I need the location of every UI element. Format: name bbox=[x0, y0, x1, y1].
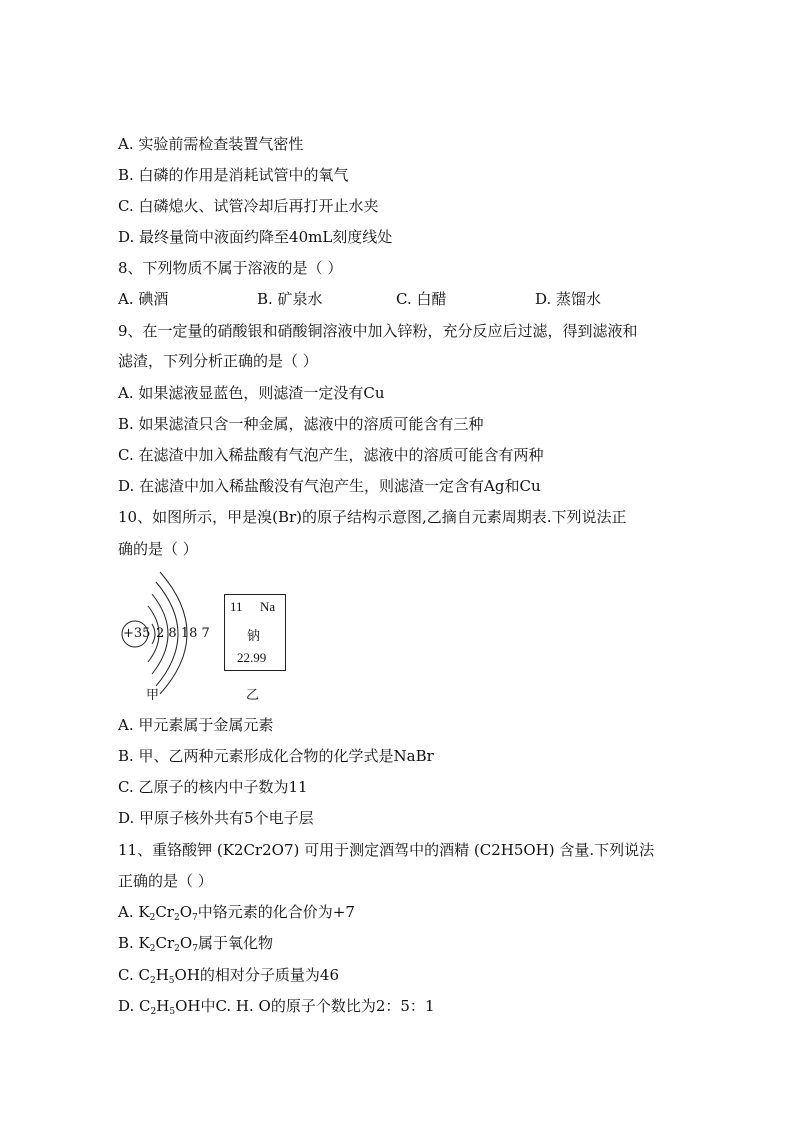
option-text: OH的相对分子质量为46 bbox=[174, 966, 339, 984]
formula-part: C. C bbox=[118, 966, 150, 984]
formula-part: Cr bbox=[155, 934, 175, 952]
subscript: 7 bbox=[192, 944, 198, 954]
q10-stem-line-1: 10、如图所示，甲是溴(Br)的原子结构示意图,乙摘自元素周期表.下列说法正 bbox=[118, 508, 627, 526]
q7-option-c: C. 白磷熄火、试管冷却后再打开止水夹 bbox=[118, 197, 379, 215]
q11-stem-line-2: 正确的是（ ） bbox=[118, 872, 213, 890]
q9-option-b: B. 如果滤渣只含一种金属，滤液中的溶质可能含有三种 bbox=[118, 415, 484, 433]
formula-part: O bbox=[179, 934, 193, 952]
q9-option-c: C. 在滤渣中加入稀盐酸有气泡产生，滤液中的溶质可能含有两种 bbox=[118, 446, 544, 464]
formula-part: H bbox=[156, 997, 170, 1015]
subscript: 2 bbox=[149, 976, 156, 986]
q11-option-a bbox=[118, 903, 355, 927]
electron-counts: 2 8 18 7 bbox=[156, 626, 210, 641]
subscript: 2 bbox=[173, 913, 180, 923]
card-atomic-mass: 22.99 bbox=[237, 650, 267, 665]
q7-option-a: A. 实验前需检查装置气密性 bbox=[118, 135, 304, 153]
formula-part: H bbox=[155, 966, 169, 984]
q7-option-b: B. 白磷的作用是消耗试管中的氧气 bbox=[118, 166, 349, 184]
subscript: 2 bbox=[174, 944, 180, 954]
option-text: OH中C. H. O的原子个数比为2：5：1 bbox=[175, 997, 435, 1015]
label-yi: 乙 bbox=[246, 688, 260, 703]
q9-stem-line-2: 滤渣，下列分析正确的是（ ） bbox=[118, 352, 318, 370]
option-text: 中铬元素的化合价为+7 bbox=[197, 903, 355, 921]
q8-stem: 8、下列物质不属于溶液的是（ ） bbox=[118, 259, 343, 277]
q9-stem-line-1: 9、在一定量的硝酸银和硝酸铜溶液中加入锌粉，充分反应后过滤，得到滤液和 bbox=[118, 322, 638, 340]
periodic-table-card bbox=[224, 594, 286, 671]
formula-part: Cr bbox=[155, 903, 174, 921]
subscript: 2 bbox=[150, 1007, 157, 1017]
q10-option-b: B. 甲、乙两种元素形成化合物的化学式是NaBr bbox=[118, 747, 434, 765]
q11-option-b bbox=[118, 934, 273, 958]
card-element-name: 钠 bbox=[247, 628, 261, 643]
q11-option-c bbox=[118, 966, 339, 990]
q10-option-a: A. 甲元素属于金属元素 bbox=[118, 716, 274, 734]
electron-shell-1 bbox=[152, 624, 155, 644]
subscript: 7 bbox=[192, 913, 198, 923]
q8-option-b: B. 矿泉水 bbox=[257, 290, 323, 308]
card-symbol: Na bbox=[260, 599, 276, 614]
subscript: 5 bbox=[168, 976, 175, 986]
q10-figure bbox=[118, 566, 318, 706]
q8-option-c: C. 白醋 bbox=[396, 290, 447, 308]
q10-option-d: D. 甲原子核外共有5个电子层 bbox=[118, 809, 314, 827]
q11-stem-line-1: 11、重铬酸钾 (K2Cr2O7) 可用于测定酒驾中的酒精 (C2H5OH) 含量.下列说法 bbox=[118, 841, 655, 859]
q10-stem-line-2: 确的是（ ） bbox=[118, 540, 198, 558]
label-jia: 甲 bbox=[146, 688, 160, 703]
q8-option-d: D. 蒸馏水 bbox=[535, 290, 602, 308]
q8-options bbox=[118, 290, 618, 308]
q7-option-d: D. 最终量筒中液面约降至40mL刻度线处 bbox=[118, 228, 393, 246]
formula-part: D. C bbox=[118, 997, 151, 1015]
subscript: 2 bbox=[149, 944, 156, 954]
q9-option-a: A. 如果滤液显蓝色，则滤渣一定没有Cu bbox=[118, 384, 385, 402]
subscript: 2 bbox=[149, 913, 156, 923]
formula-part: A. K bbox=[118, 903, 150, 921]
card-atomic-number: 11 bbox=[230, 599, 243, 614]
subscript: 5 bbox=[169, 1007, 176, 1017]
formula-part: O bbox=[179, 903, 193, 921]
q10-option-c: C. 乙原子的核内中子数为11 bbox=[118, 778, 308, 796]
nucleus-charge: +35 bbox=[123, 626, 151, 641]
option-text: 属于氧化物 bbox=[197, 934, 273, 952]
q11-option-d bbox=[118, 997, 434, 1021]
formula-part: B. K bbox=[118, 934, 150, 952]
q8-option-a: A. 碘酒 bbox=[118, 290, 169, 308]
q9-option-d: D. 在滤渣中加入稀盐酸没有气泡产生，则滤渣一定含有Ag和Cu bbox=[118, 477, 541, 495]
